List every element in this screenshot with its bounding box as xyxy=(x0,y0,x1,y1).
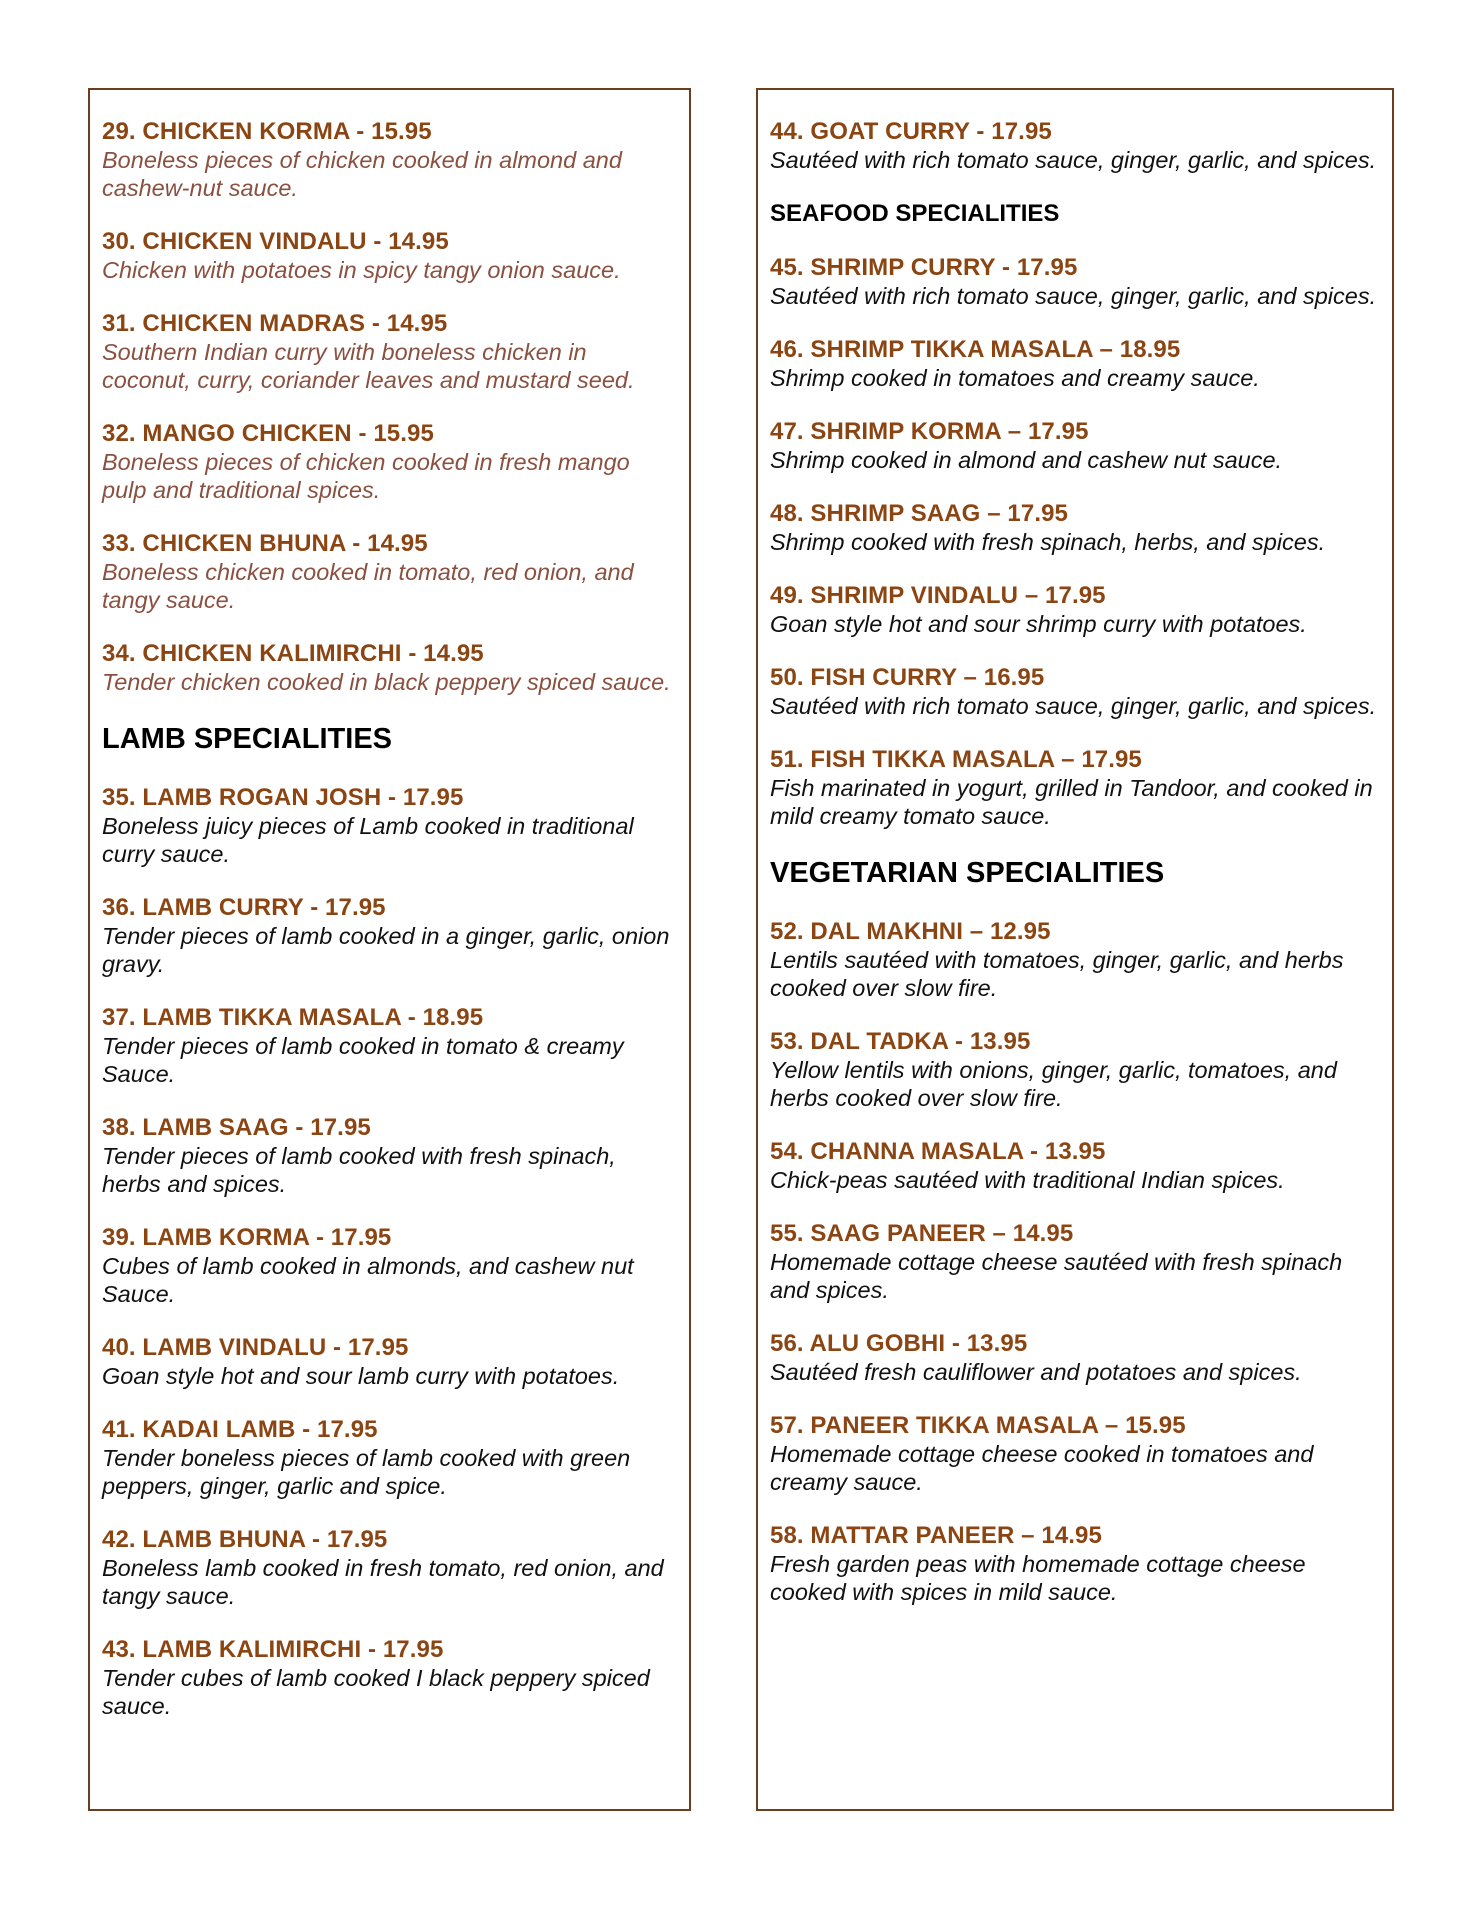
menu-item-title: 45. SHRIMP CURRY - 17.95 xyxy=(770,254,1078,281)
menu-item xyxy=(770,254,1380,310)
menu-item-description: Fish marinated in yogurt, grilled in Tandoor, and cooked in mild creamy tomato sauce. xyxy=(770,775,1373,829)
menu-item-description: Lentils sautéed with tomatoes, ginger, garlic, and herbs cooked over slow fire. xyxy=(770,947,1344,1001)
menu-item-title: 32. MANGO CHICKEN - 15.95 xyxy=(102,420,434,447)
menu-item xyxy=(770,1522,1380,1606)
menu-item-description: Boneless chicken cooked in tomato, red onion, and tangy sauce. xyxy=(102,559,634,613)
menu-item-description: Shrimp cooked in almond and cashew nut sauce. xyxy=(770,447,1283,473)
menu-item xyxy=(102,1114,677,1198)
menu-item-title: 37. LAMB TIKKA MASALA - 18.95 xyxy=(102,1004,484,1031)
menu-item xyxy=(102,1636,677,1720)
menu-item-description: Sautéed with rich tomato sauce, ginger, garlic, and spices. xyxy=(770,147,1377,173)
menu-item-title: 36. LAMB CURRY - 17.95 xyxy=(102,894,386,921)
seafood-section-heading: SEAFOOD SPECIALITIES xyxy=(770,200,1060,227)
menu-item xyxy=(770,1138,1380,1194)
menu-item xyxy=(102,228,677,284)
menu-item xyxy=(770,664,1380,720)
menu-item xyxy=(770,118,1380,174)
menu-item-title: 46. SHRIMP TIKKA MASALA – 18.95 xyxy=(770,336,1181,363)
menu-item-description: Tender cubes of lamb cooked I black peppery spiced sauce. xyxy=(102,1665,650,1719)
menu-item-title: 41. KADAI LAMB - 17.95 xyxy=(102,1416,378,1443)
menu-item-description: Yellow lentils with onions, ginger, garlic, tomatoes, and herbs cooked over slow fire. xyxy=(770,1057,1337,1111)
menu-item xyxy=(770,1412,1380,1496)
lamb-section-heading: LAMB SPECIALITIES xyxy=(102,723,393,755)
menu-item xyxy=(102,530,677,614)
menu-item-title: 48. SHRIMP SAAG – 17.95 xyxy=(770,500,1068,527)
menu-item xyxy=(102,1004,677,1088)
menu-item xyxy=(102,1224,677,1308)
menu-item-description: Sautéed with rich tomato sauce, ginger, garlic, and spices. xyxy=(770,283,1377,309)
lamb-items xyxy=(102,784,677,1720)
menu-item-description: Tender boneless pieces of lamb cooked with green peppers, ginger, garlic and spice. xyxy=(102,1445,631,1499)
menu-item-title: 39. LAMB KORMA - 17.95 xyxy=(102,1224,392,1251)
menu-item-description: Shrimp cooked in tomatoes and creamy sauce. xyxy=(770,365,1260,391)
menu-item-title: 31. CHICKEN MADRAS - 14.95 xyxy=(102,310,448,337)
menu-item-description: Boneless pieces of chicken cooked in almond and cashew-nut sauce. xyxy=(102,147,622,201)
menu-item-description: Tender chicken cooked in black peppery spiced sauce. xyxy=(102,669,671,695)
menu-item-description: Goan style hot and sour shrimp curry with potatoes. xyxy=(770,611,1307,637)
seafood-items xyxy=(770,254,1380,830)
right-menu-panel xyxy=(756,88,1394,1811)
menu-item xyxy=(102,640,677,696)
menu-item-description: Chicken with potatoes in spicy tangy onion sauce. xyxy=(102,257,621,283)
menu-item-title: 53. DAL TADKA - 13.95 xyxy=(770,1028,1031,1055)
menu-item xyxy=(102,420,677,504)
menu-item-title: 30. CHICKEN VINDALU - 14.95 xyxy=(102,228,449,255)
menu-item-description: Tender pieces of lamb cooked in a ginger, garlic, onion gravy. xyxy=(102,923,670,977)
menu-item xyxy=(102,1334,677,1390)
menu-item-description: Fresh garden peas with homemade cottage cheese cooked with spices in mild sauce. xyxy=(770,1551,1306,1605)
menu-item-title: 54. CHANNA MASALA - 13.95 xyxy=(770,1138,1106,1165)
menu-item-title: 38. LAMB SAAG - 17.95 xyxy=(102,1114,371,1141)
menu-item-title: 44. GOAT CURRY - 17.95 xyxy=(770,118,1052,145)
menu-item xyxy=(102,1416,677,1500)
menu-item xyxy=(102,784,677,868)
menu-item xyxy=(102,118,677,202)
menu-item-title: 43. LAMB KALIMIRCHI - 17.95 xyxy=(102,1636,444,1663)
left-menu-panel xyxy=(88,88,691,1811)
menu-item-description: Goan style hot and sour lamb curry with potatoes. xyxy=(102,1363,620,1389)
menu-item-description: Homemade cottage cheese sautéed with fresh spinach and spices. xyxy=(770,1249,1343,1303)
menu-item xyxy=(770,1330,1380,1386)
menu-item-description: Cubes of lamb cooked in almonds, and cashew nut Sauce. xyxy=(102,1253,634,1307)
menu-item xyxy=(770,1028,1380,1112)
menu-item-description: Southern Indian curry with boneless chicken in coconut, curry, coriander leaves and mustard seed. xyxy=(102,339,635,393)
menu-item-description: Tender pieces of lamb cooked with fresh spinach, herbs and spices. xyxy=(102,1143,616,1197)
menu-item xyxy=(770,336,1380,392)
menu-item-description: Sautéed fresh cauliflower and potatoes and spices. xyxy=(770,1359,1302,1385)
menu-item-description: Boneless pieces of chicken cooked in fresh mango pulp and traditional spices. xyxy=(102,449,630,503)
menu-item xyxy=(102,894,677,978)
menu-item-description: Boneless juicy pieces of Lamb cooked in traditional curry sauce. xyxy=(102,813,634,867)
menu-item xyxy=(770,746,1380,830)
menu-item-title: 42. LAMB BHUNA - 17.95 xyxy=(102,1526,388,1553)
menu-item-title: 50. FISH CURRY – 16.95 xyxy=(770,664,1045,691)
menu-item xyxy=(102,310,677,394)
menu-item-description: Shrimp cooked with fresh spinach, herbs, and spices. xyxy=(770,529,1326,555)
menu-item-title: 29. CHICKEN KORMA - 15.95 xyxy=(102,118,432,145)
menu-item-title: 56. ALU GOBHI - 13.95 xyxy=(770,1330,1028,1357)
menu-item-title: 52. DAL MAKHNI – 12.95 xyxy=(770,918,1051,945)
menu-item xyxy=(102,1526,677,1610)
menu-item-title: 34. CHICKEN KALIMIRCHI - 14.95 xyxy=(102,640,484,667)
menu-item-description: Homemade cottage cheese cooked in tomatoes and creamy sauce. xyxy=(770,1441,1314,1495)
menu-item-title: 57. PANEER TIKKA MASALA – 15.95 xyxy=(770,1412,1186,1439)
menu-item xyxy=(770,500,1380,556)
menu-item-title: 33. CHICKEN BHUNA - 14.95 xyxy=(102,530,428,557)
goat-items xyxy=(770,118,1380,174)
menu-item xyxy=(770,1220,1380,1304)
menu-item xyxy=(770,418,1380,474)
menu-item-description: Boneless lamb cooked in fresh tomato, red onion, and tangy sauce. xyxy=(102,1555,664,1609)
menu-item-title: 51. FISH TIKKA MASALA – 17.95 xyxy=(770,746,1142,773)
chicken-items xyxy=(102,118,677,696)
menu-item-title: 35. LAMB ROGAN JOSH - 17.95 xyxy=(102,784,464,811)
menu-item-title: 58. MATTAR PANEER – 14.95 xyxy=(770,1522,1102,1549)
menu-item-title: 40. LAMB VINDALU - 17.95 xyxy=(102,1334,409,1361)
menu-item-description: Chick-peas sautéed with traditional Indian spices. xyxy=(770,1167,1285,1193)
menu-item-description: Tender pieces of lamb cooked in tomato & creamy Sauce. xyxy=(102,1033,624,1087)
menu-item-title: 47. SHRIMP KORMA – 17.95 xyxy=(770,418,1089,445)
menu-item-description: Sautéed with rich tomato sauce, ginger, garlic, and spices. xyxy=(770,693,1377,719)
menu-item-title: 49. SHRIMP VINDALU – 17.95 xyxy=(770,582,1106,609)
vegetarian-section-heading: VEGETARIAN SPECIALITIES xyxy=(770,857,1165,889)
menu-item xyxy=(770,918,1380,1002)
vegetarian-items xyxy=(770,918,1380,1606)
menu-item-title: 55. SAAG PANEER – 14.95 xyxy=(770,1220,1074,1247)
menu-item xyxy=(770,582,1380,638)
